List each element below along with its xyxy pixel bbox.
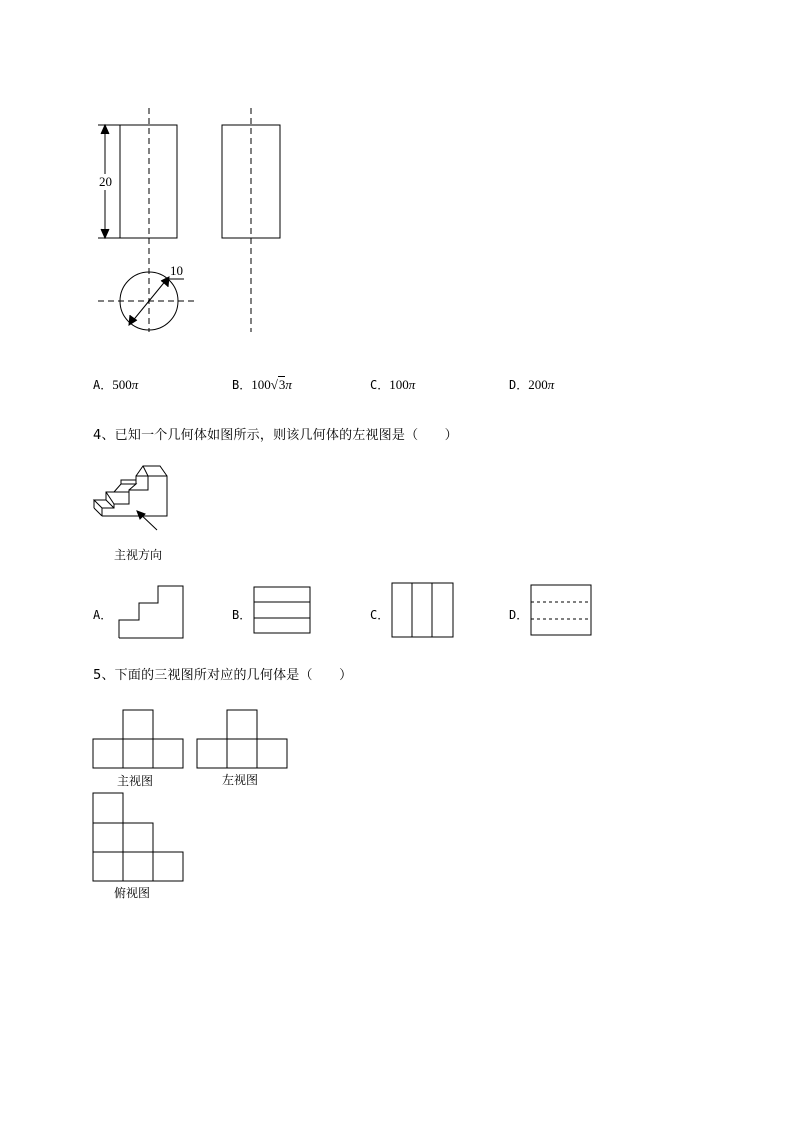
option-sep: ． — [516, 378, 529, 392]
q4-question-text: 4、已知一个几何体如图所示，则该几何体的左视图是（ ） — [93, 428, 458, 443]
q5-left-caption: 左视图 — [222, 773, 259, 787]
option-sep: ． — [239, 378, 252, 392]
q4-option-c-label[interactable]: C． — [370, 608, 390, 622]
option-sep: ． — [377, 378, 390, 392]
q5-top-view — [93, 793, 183, 881]
q5-question-text: 5、下面的三视图所对应的几何体是（ ） — [93, 668, 353, 683]
q5-top-caption: 俯视图 — [114, 886, 151, 900]
option-value: 200π — [528, 377, 555, 392]
q4-direction-caption: 主视方向 — [114, 548, 163, 562]
q4-option-b-label[interactable]: B． — [232, 608, 252, 622]
option-letter: B — [232, 378, 240, 392]
option-letter: C — [370, 378, 378, 392]
q4-option-d-label[interactable]: D． — [509, 608, 529, 622]
option-sep: ． — [100, 378, 113, 392]
q5-front-view — [93, 710, 183, 768]
q4-option-a-label[interactable]: A． — [93, 608, 113, 622]
q3-height-label: 20 — [99, 174, 112, 189]
option-value: 100√3π — [251, 377, 292, 392]
q5-front-caption: 主视图 — [117, 774, 154, 788]
option-letter: A — [93, 378, 101, 392]
sqrt-sign: √ — [270, 377, 278, 392]
option-value: 100π — [389, 377, 416, 392]
option-letter: D — [509, 378, 517, 392]
sqrt-radicand: 3 — [278, 377, 286, 392]
q5-left-view — [197, 710, 287, 768]
option-value: 500π — [112, 377, 139, 392]
q3-diameter-label: 10 — [170, 263, 183, 278]
